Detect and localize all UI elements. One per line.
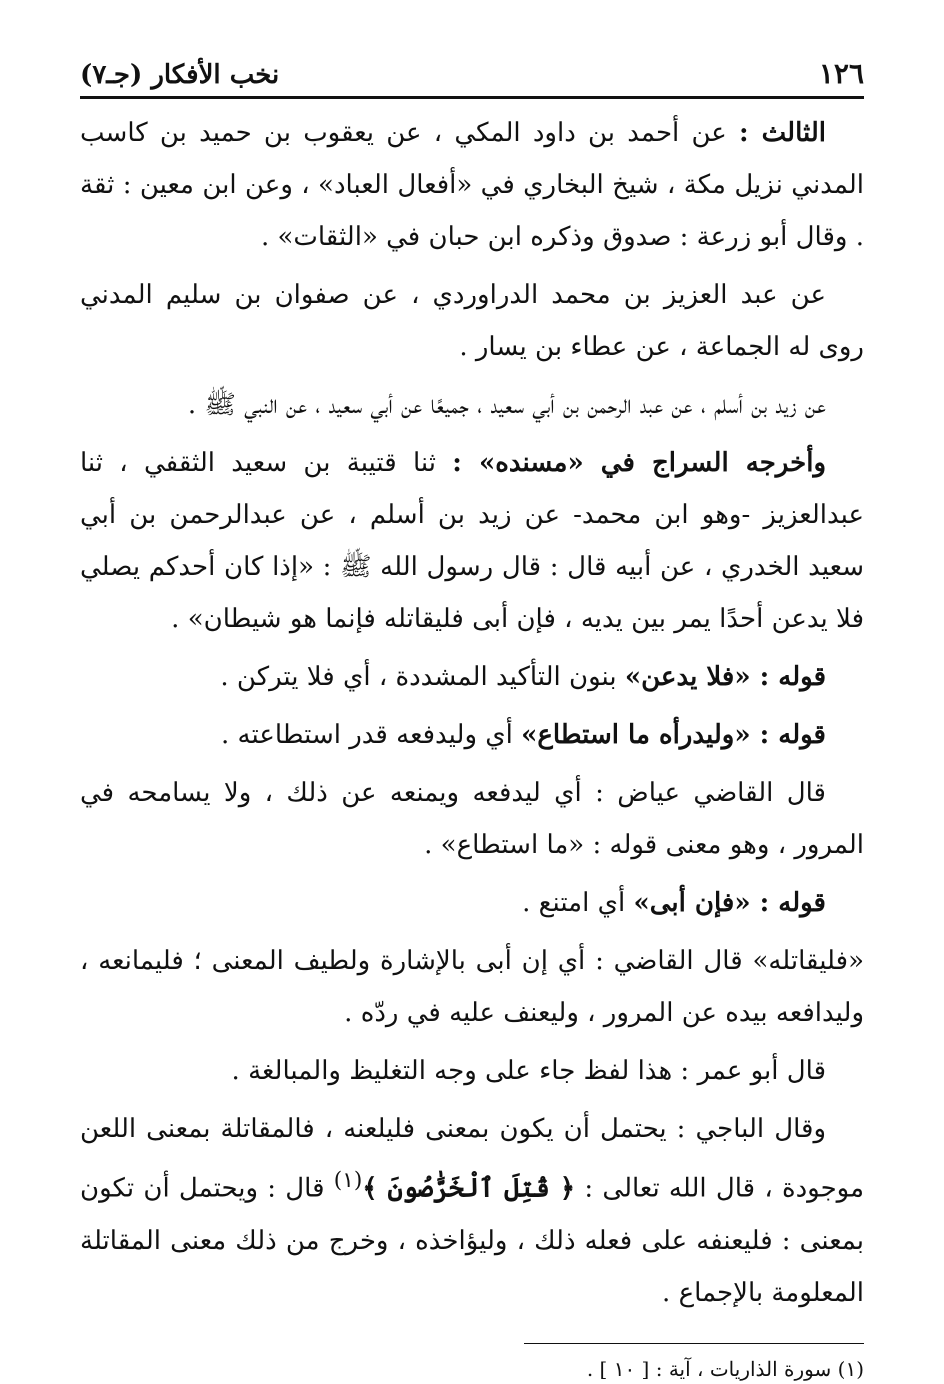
paragraph-10: قال أبو عمر : هذا لفظ جاء على وجه التغليظ والمبالغة . [231, 1056, 826, 1086]
paragraph-1 [80, 107, 864, 263]
paragraph-11 [80, 1103, 864, 1319]
footnote-ref: (١) [333, 1168, 363, 1193]
quran-quote: ﴿ قُتِلَ ٱلْخَرَّٰصُونَ ﴾ [362, 1173, 576, 1204]
page-number: ١٢٦ [818, 57, 864, 90]
footnote: (١) سورة الذاريات ، آية : [ ١٠ ] . [586, 1356, 864, 1381]
paragraph-7: قال القاضي عياض : أي ليدفعه ويمنعه عن ذلك ، ولا يسامحه في المرور ، وهو معنى قوله : «ما استطاع» . [80, 778, 864, 860]
commentary-lead: قوله : «فإن أبى» [633, 888, 826, 918]
paragraph-text: أي امتنع . [522, 888, 634, 918]
paragraph-5 [80, 651, 864, 703]
paragraph-6 [80, 709, 864, 761]
section-lead: وأخرجه السراج في «مسنده» : [452, 448, 826, 478]
section-lead: الثالث : [739, 118, 826, 148]
footnote-divider [524, 1343, 864, 1344]
page-body [80, 107, 864, 1319]
paragraph-2: عن عبد العزيز بن محمد الدراوردي ، عن صفوان بن سليم المدني روى له الجماعة ، عن عطاء بن يسار . [80, 280, 864, 362]
paragraph-text: بنون التأكيد المشددة ، أي فلا يتركن . [220, 662, 625, 692]
commentary-lead: قوله : «وليدرأه ما استطاع» [521, 720, 826, 750]
paragraph-9: «فليقاتله» قال القاضي : أي إن أبى بالإشارة ولطيف المعنى ؛ فليمانعه ، وليدافعه بيده عن المرور ، وليعنف عليه في ردّه . [80, 946, 864, 1028]
paragraph-text: أي وليدفعه قدر استطاعته . [221, 720, 522, 750]
paragraph-text: قال : ويحتمل أن تكون بمعنى : فليعنفه على فعله ذلك ، وليؤاخذه ، وخرج من ذلك معنى المقاتلة المعلومة بالإجماع . [80, 1173, 864, 1308]
paragraph-text: ثنا قتيبة بن سعيد الثقفي ، ثنا عبدالعزيز -وهو ابن محمد- عن زيد بن أسلم ، عن عبدالرحمن بن أبي سعيد الخدري ، عن أبيه قال : قال رسول الله ﷺ : «إذا كان أحدكم يصلي فلا يدعن أحدًا يمر بين يديه ، فإن أبى فليقاتله فإنما هو شيطان» . [80, 448, 864, 634]
paragraph-8 [80, 877, 864, 929]
page-header [80, 40, 864, 99]
paragraph-text: وقال الباجي : يحتمل أن يكون بمعنى فليلعنه ، فالمقاتلة بمعنى اللعن موجودة ، قال الله تعالى : [80, 1114, 865, 1204]
commentary-lead: قوله : «فلا يدعن» [624, 662, 826, 692]
paragraph-4 [80, 437, 864, 645]
paragraph-text: عن أحمد بن داود المكي ، عن يعقوب بن حميد بن كاسب المدني نزيل مكة ، شيخ البخاري في «أفعال العباد» ، وعن ابن معين : ثقة . وقال أبو زرعة : صدوق وذكره ابن حبان في «الثقات» . [80, 118, 864, 252]
paragraph-3: عن زيد بن أسلم ، عن عبد الرحمن بن أبي سعيد ، جميعًا عن أبي سعيد ، عن النبي ﷺ . [187, 390, 826, 420]
book-title: نخب الأفكار (جـ٧) [80, 60, 280, 90]
